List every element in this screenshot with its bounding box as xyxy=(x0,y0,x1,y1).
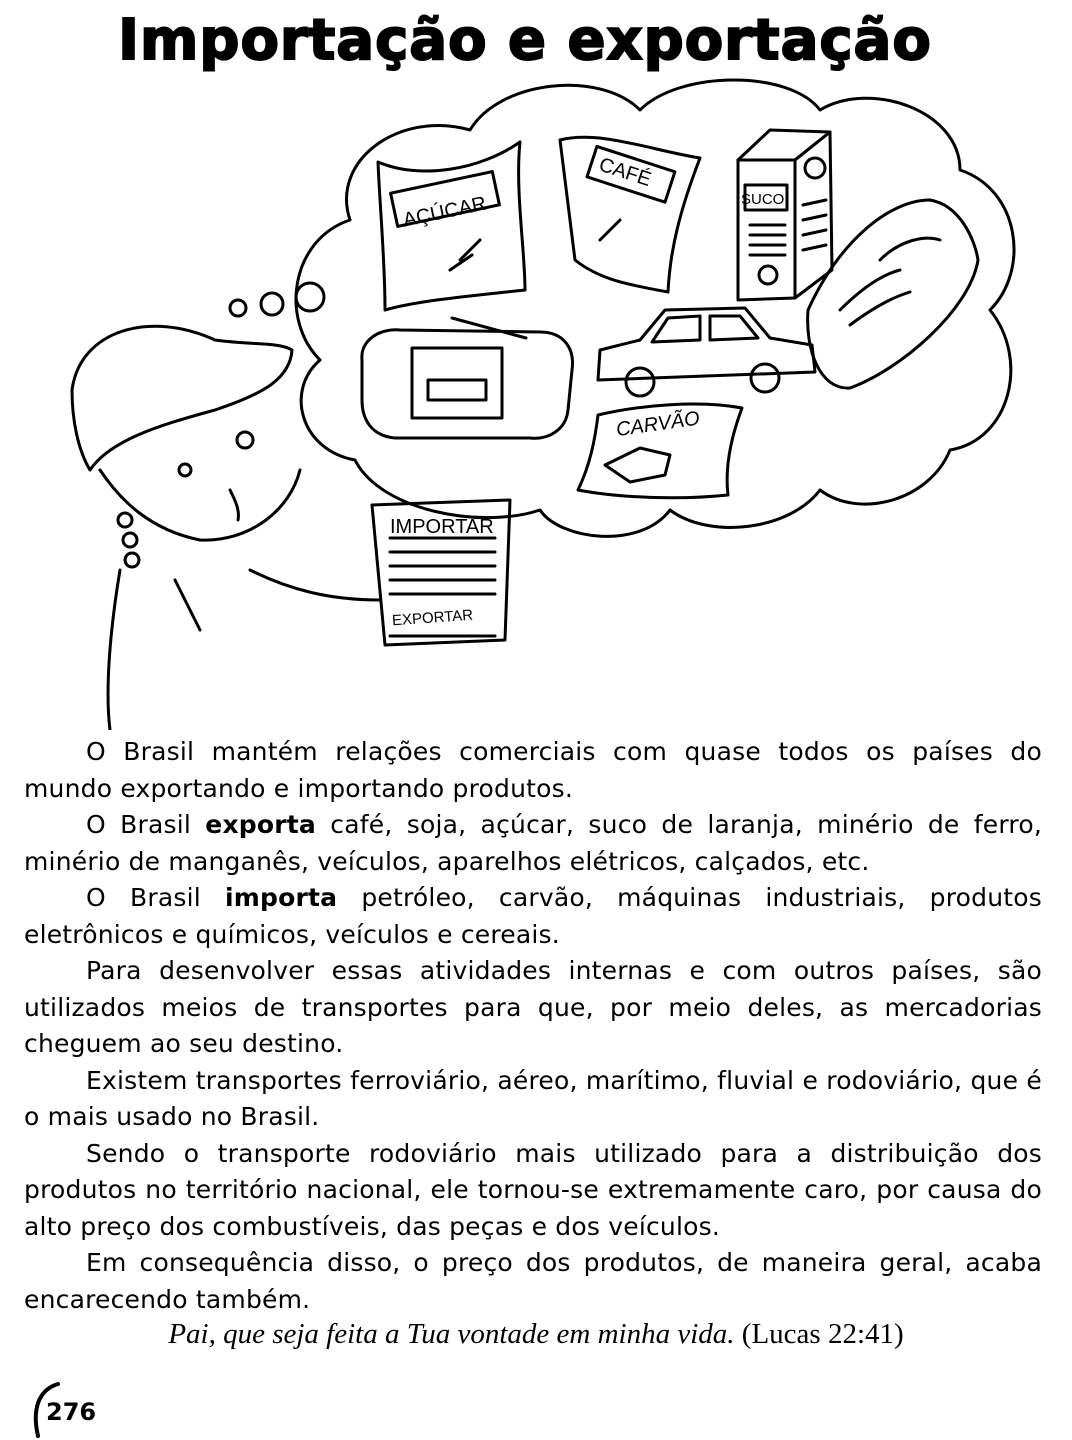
paragraph-6: Sendo o transporte rodoviário mais utilizado para a distribuição dos produtos no território nacional, ele tornou-se extremamente caro, por causa do alto preço dos combustíveis, das peças e dos veículos. xyxy=(24,1138,1042,1241)
paragraph-5: Existem transportes ferroviário, aéreo, marítimo, fluvial e rodoviário, que é o mais usado no Brasil. xyxy=(24,1065,1042,1131)
verse-reference: (Lucas 22:41) xyxy=(741,1318,904,1350)
paragraph-4: Para desenvolver essas atividades internas e com outros países, são utilizados meios de transportes para que, por meio deles, as mercadorias cheguem ao seu destino. xyxy=(24,956,1042,1058)
verse-quote: Pai, que seja feita a Tua vontade em minha vida. xyxy=(168,1318,735,1350)
page-number: 276 xyxy=(46,1398,97,1426)
coffee-bag-icon xyxy=(560,137,700,292)
body-text xyxy=(24,734,1042,1318)
paper-export-label: EXPORTAR xyxy=(391,606,474,630)
juice-box-label: SUCO xyxy=(741,191,785,208)
thought-bubble-small xyxy=(230,300,246,316)
coal-bag-label: CARVÃO xyxy=(614,407,702,442)
radio-icon xyxy=(362,318,573,438)
illustration xyxy=(0,70,1072,730)
coffee-bag-label: CAFÉ xyxy=(596,153,654,192)
paragraph-1: O Brasil mantém relações comerciais com quase todos os países do mundo exportando e importando produtos. xyxy=(24,737,1042,803)
paragraph-3: O Brasil importa petróleo, carvão, máquinas industriais, produtos eletrônicos e químicos, veículos e cereais. xyxy=(24,883,1042,949)
thought-bubble-medium xyxy=(261,293,283,315)
thought-bubble-large xyxy=(296,283,324,311)
bible-verse xyxy=(0,1318,1072,1351)
paragraph-2: O Brasil exporta café, soja, açúcar, suco de laranja, minério de ferro, minério de manganês, veículos, aparelhos elétricos, calçados, etc. xyxy=(24,810,1042,876)
paper-import-label: IMPORTAR xyxy=(390,516,494,538)
girl-figure xyxy=(72,326,380,730)
sneaker-icon xyxy=(808,200,978,388)
sugar-bag-icon xyxy=(378,142,525,310)
juice-box-icon xyxy=(738,130,832,300)
paragraph-7: Em consequência disso, o preço dos produtos, de maneira geral, acaba encarecendo também. xyxy=(24,1248,1042,1314)
car-icon xyxy=(598,308,815,396)
page-title: Importação e exportação xyxy=(118,8,932,73)
sugar-bag-label: AÇÚCAR xyxy=(401,192,489,232)
